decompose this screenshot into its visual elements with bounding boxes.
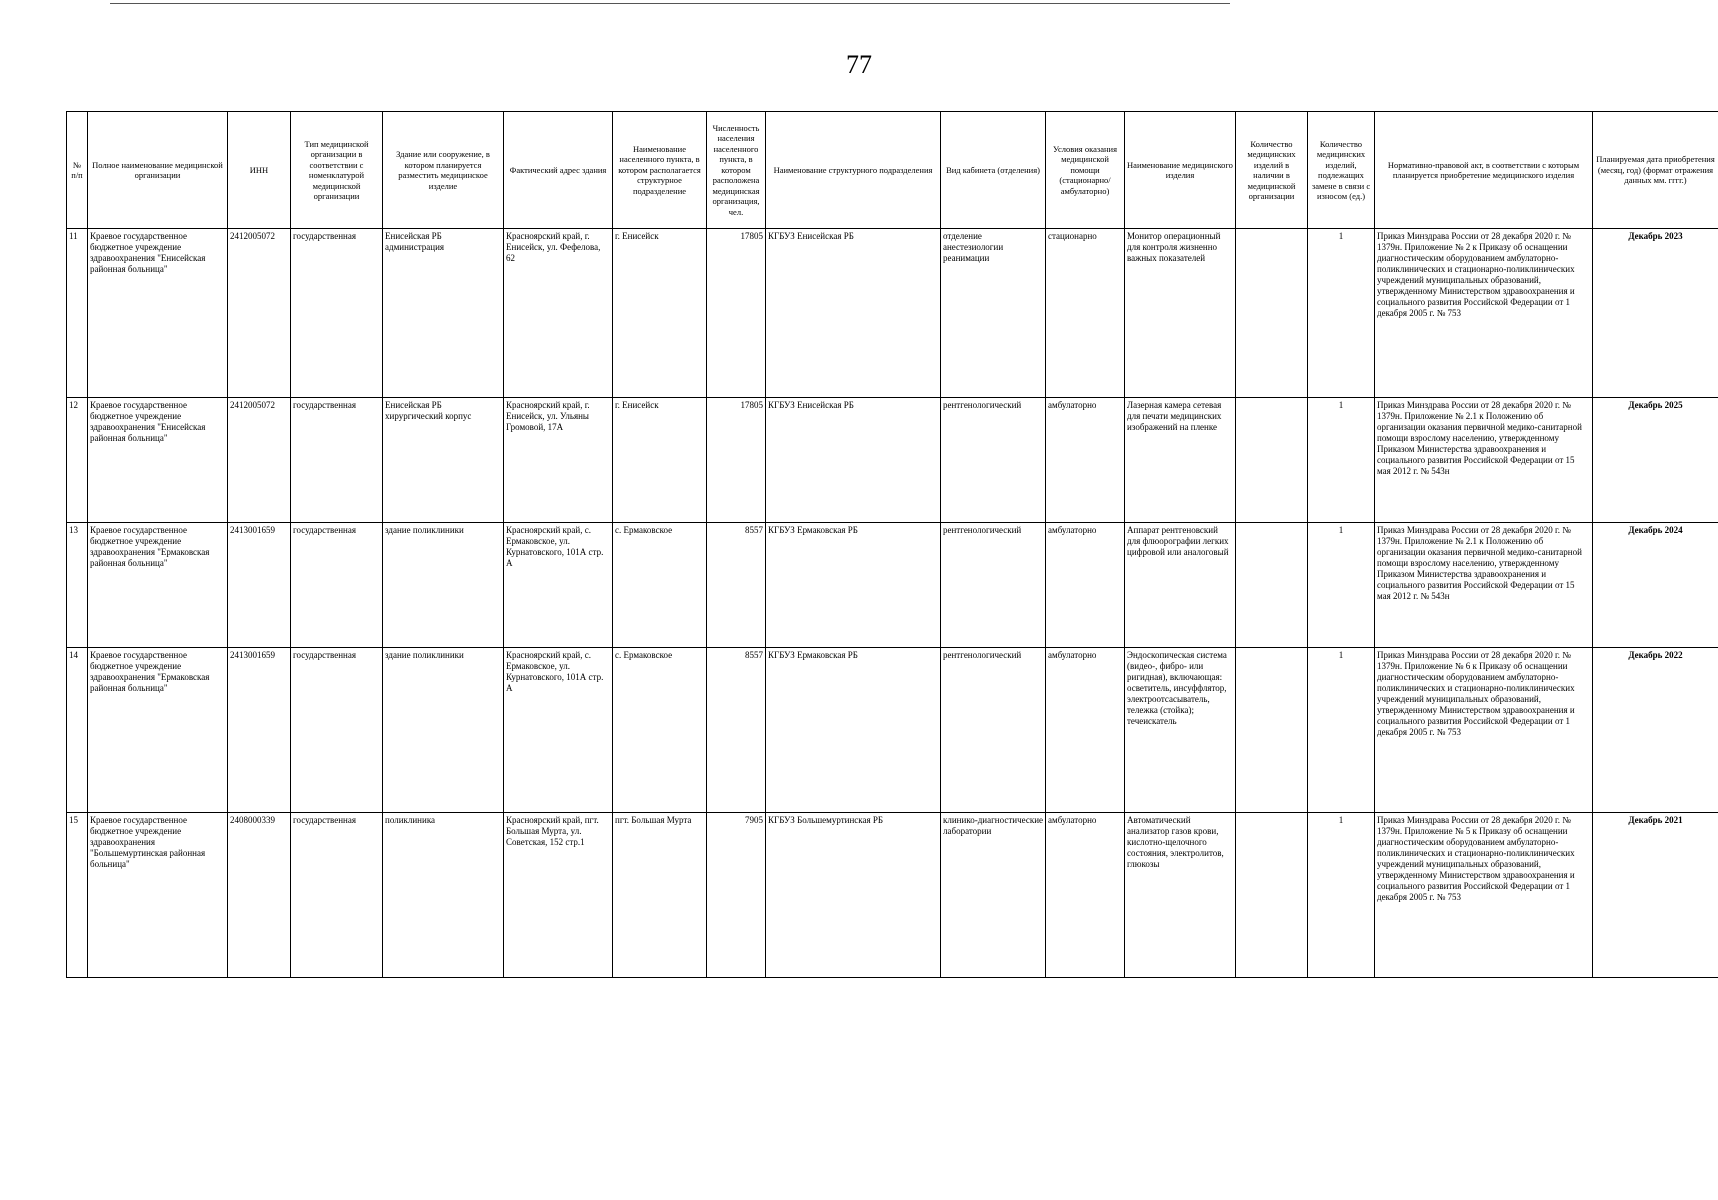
cell-population: 8557 <box>707 523 766 648</box>
cell-number: 11 <box>67 229 88 398</box>
cell-population: 8557 <box>707 648 766 813</box>
cell-qty-replace: 1 <box>1308 648 1375 813</box>
header-legal-act: Нормативно-правовой акт, в соответствии с которым планируется приобретение медицинского изделия <box>1375 112 1593 229</box>
cell-device: Автоматический анализатор газов крови, кислотно-щелочного состояния, электролитов, глюкозы <box>1125 813 1236 978</box>
table-row <box>67 648 1718 813</box>
cell-unit: КГБУЗ Ермаковская РБ <box>766 523 941 648</box>
cell-legal-act: Приказ Минздрава России от 28 декабря 2020 г. № 1379н. Приложение № 2 к Приказу об оснащении диагностическим оборудованием амбулаторно-поликлинических и стационарно-поликлинических учреждений муниципальных образований, утвержденному Министерством здравоохранения и социального развития Российской Федерации от 1 декабря 2005 г. № 753 <box>1375 229 1593 398</box>
cell-qty-have <box>1236 813 1308 978</box>
cell-building: здание поликлиники <box>383 523 504 648</box>
cell-org-type: государственная <box>291 523 383 648</box>
cell-planned-date: Декабрь 2021 <box>1593 813 1718 978</box>
cell-address: Красноярский край, с. Ермаковское, ул. Курнатовского, 101А стр. А <box>504 648 613 813</box>
header-population: Численность населения населенного пункта, в котором расположена медицинская организация, чел. <box>707 112 766 229</box>
cell-planned-date: Декабрь 2022 <box>1593 648 1718 813</box>
cell-building: здание поликлиники <box>383 648 504 813</box>
header-org-type: Тип медицинской организации в соответствии с номенклатурой медицинской организации <box>291 112 383 229</box>
cell-number: 14 <box>67 648 88 813</box>
cell-number: 13 <box>67 523 88 648</box>
cell-device: Эндоскопическая система (видео-, фибро- или ригидная), включающая: осветитель, инсуффлятор, электроотсасыватель, тележка (стойка); течеискатель <box>1125 648 1236 813</box>
cell-qty-have <box>1236 648 1308 813</box>
cell-qty-have <box>1236 523 1308 648</box>
header-address: Фактический адрес здания <box>504 112 613 229</box>
cell-inn: 2413001659 <box>228 523 291 648</box>
cell-population: 17805 <box>707 398 766 523</box>
header-qty-replace: Количество медицинских изделий, подлежащих замене в связи с износом (ед.) <box>1308 112 1375 229</box>
cell-unit: КГБУЗ Большемуртинская РБ <box>766 813 941 978</box>
cell-org-type: государственная <box>291 229 383 398</box>
header-room: Вид кабинета (отделения) <box>941 112 1046 229</box>
cell-qty-have <box>1236 398 1308 523</box>
cell-qty-replace: 1 <box>1308 398 1375 523</box>
cell-legal-act: Приказ Минздрава России от 28 декабря 2020 г. № 1379н. Приложение № 5 к Приказу об оснащении диагностическим оборудованием амбулаторно-поликлинических и стационарно-поликлинических учреждений муниципальных образований, утвержденному Министерством здравоохранения и социального развития Российской Федерации от 1 декабря 2005 г. № 753 <box>1375 813 1593 978</box>
cell-qty-replace: 1 <box>1308 813 1375 978</box>
cell-locality: с. Ермаковское <box>613 523 707 648</box>
cell-planned-date: Декабрь 2023 <box>1593 229 1718 398</box>
header-locality: Наименование населенного пункта, в котором располагается структурное подразделение <box>613 112 707 229</box>
table-row <box>67 813 1718 978</box>
header-building: Здание или сооружение, в котором планируется разместить медицинское изделие <box>383 112 504 229</box>
cell-org-name: Краевое государственное бюджетное учреждение здравоохранения "Большемуртинская районная больница" <box>88 813 228 978</box>
cell-population: 7905 <box>707 813 766 978</box>
header-inn: ИНН <box>228 112 291 229</box>
top-rule <box>110 3 1230 4</box>
header-number: № п/п <box>67 112 88 229</box>
cell-org-name: Краевое государственное бюджетное учреждение здравоохранения "Ермаковская районная больница" <box>88 648 228 813</box>
cell-address: Красноярский край, с. Ермаковское, ул. Курнатовского, 101А стр. А <box>504 523 613 648</box>
cell-address: Красноярский край, пгт. Большая Мурта, ул. Советская, 152 стр.1 <box>504 813 613 978</box>
cell-conditions: стационарно <box>1046 229 1125 398</box>
cell-building: поликлиника <box>383 813 504 978</box>
cell-legal-act: Приказ Минздрава России от 28 декабря 2020 г. № 1379н. Приложение № 2.1 к Положению об организации оказания первичной медико-санитарной помощи взрослому населению, утвержденному Приказом Министерства здравоохранения и социального развития Российской Федерации от 15 мая 2012 г. № 543н <box>1375 398 1593 523</box>
cell-room: отделение анестезиологии реанимации <box>941 229 1046 398</box>
cell-inn: 2412005072 <box>228 398 291 523</box>
cell-room: рентгенологический <box>941 398 1046 523</box>
cell-qty-replace: 1 <box>1308 229 1375 398</box>
cell-locality: г. Енисейск <box>613 229 707 398</box>
cell-org-name: Краевое государственное бюджетное учреждение здравоохранения "Ермаковская районная больница" <box>88 523 228 648</box>
cell-number: 12 <box>67 398 88 523</box>
cell-device: Монитор операционный для контроля жизненно важных показателей <box>1125 229 1236 398</box>
cell-unit: КГБУЗ Ермаковская РБ <box>766 648 941 813</box>
header-planned-date: Планируемая дата приобретения (месяц, год) (формат отражения данных мм. гггг.) <box>1593 112 1718 229</box>
cell-conditions: амбулаторно <box>1046 398 1125 523</box>
cell-inn: 2413001659 <box>228 648 291 813</box>
cell-number: 15 <box>67 813 88 978</box>
cell-planned-date: Декабрь 2024 <box>1593 523 1718 648</box>
header-qty-have: Количество медицинских изделий в наличии в медицинской организации <box>1236 112 1308 229</box>
header-conditions: Условия оказания медицинской помощи (стационарно/амбулаторно) <box>1046 112 1125 229</box>
cell-conditions: амбулаторно <box>1046 523 1125 648</box>
cell-room: рентгенологический <box>941 523 1046 648</box>
cell-unit: КГБУЗ Енисейская РБ <box>766 398 941 523</box>
cell-planned-date: Декабрь 2025 <box>1593 398 1718 523</box>
cell-org-type: государственная <box>291 813 383 978</box>
cell-conditions: амбулаторно <box>1046 648 1125 813</box>
cell-unit: КГБУЗ Енисейская РБ <box>766 229 941 398</box>
cell-legal-act: Приказ Минздрава России от 28 декабря 2020 г. № 1379н. Приложение № 2.1 к Положению об организации оказания первичной медико-санитарной помощи взрослому населению, утвержденному Приказом Министерства здравоохранения и социального развития Российской Федерации от 15 мая 2012 г. № 543н <box>1375 523 1593 648</box>
cell-org-type: государственная <box>291 648 383 813</box>
cell-room: клинико-диагностические лаборатории <box>941 813 1046 978</box>
cell-legal-act: Приказ Минздрава России от 28 декабря 2020 г. № 1379н. Приложение № 6 к Приказу об оснащении диагностическим оборудованием амбулаторно-поликлинических и стационарно-поликлинических учреждений муниципальных образований, утвержденному Министерством здравоохранения и социального развития Российской Федерации от 1 декабря 2005 г. № 753 <box>1375 648 1593 813</box>
cell-conditions: амбулаторно <box>1046 813 1125 978</box>
header-unit: Наименование структурного подразделения <box>766 112 941 229</box>
cell-locality: пгт. Большая Мурта <box>613 813 707 978</box>
page-number: 77 <box>846 50 872 79</box>
cell-qty-replace: 1 <box>1308 523 1375 648</box>
cell-org-type: государственная <box>291 398 383 523</box>
cell-qty-have <box>1236 229 1308 398</box>
cell-org-name: Краевое государственное бюджетное учреждение здравоохранения "Енисейская районная больница" <box>88 229 228 398</box>
table-row <box>67 229 1718 398</box>
table-header-row <box>67 112 1718 229</box>
cell-building: Енисейская РБ администрация <box>383 229 504 398</box>
cell-device: Аппарат рентгеновский для флюорографии легких цифровой или аналоговый <box>1125 523 1236 648</box>
cell-address: Красноярский край, г. Енисейск, ул. Ульяны Громовой, 17А <box>504 398 613 523</box>
equipment-table <box>66 111 1718 978</box>
cell-org-name: Краевое государственное бюджетное учреждение здравоохранения "Енисейская районная больница" <box>88 398 228 523</box>
header-org-name: Полное наименование медицинской организации <box>88 112 228 229</box>
table-row <box>67 398 1718 523</box>
header-device: Наименование медицинского изделия <box>1125 112 1236 229</box>
cell-room: рентгенологический <box>941 648 1046 813</box>
cell-locality: г. Енисейск <box>613 398 707 523</box>
cell-building: Енисейская РБ хирургический корпус <box>383 398 504 523</box>
cell-locality: с. Ермаковское <box>613 648 707 813</box>
cell-population: 17805 <box>707 229 766 398</box>
cell-address: Красноярский край, г. Енисейск, ул. Фефелова, 62 <box>504 229 613 398</box>
table-row <box>67 523 1718 648</box>
cell-device: Лазерная камера сетевая для печати медицинских изображений на пленке <box>1125 398 1236 523</box>
cell-inn: 2408000339 <box>228 813 291 978</box>
cell-inn: 2412005072 <box>228 229 291 398</box>
